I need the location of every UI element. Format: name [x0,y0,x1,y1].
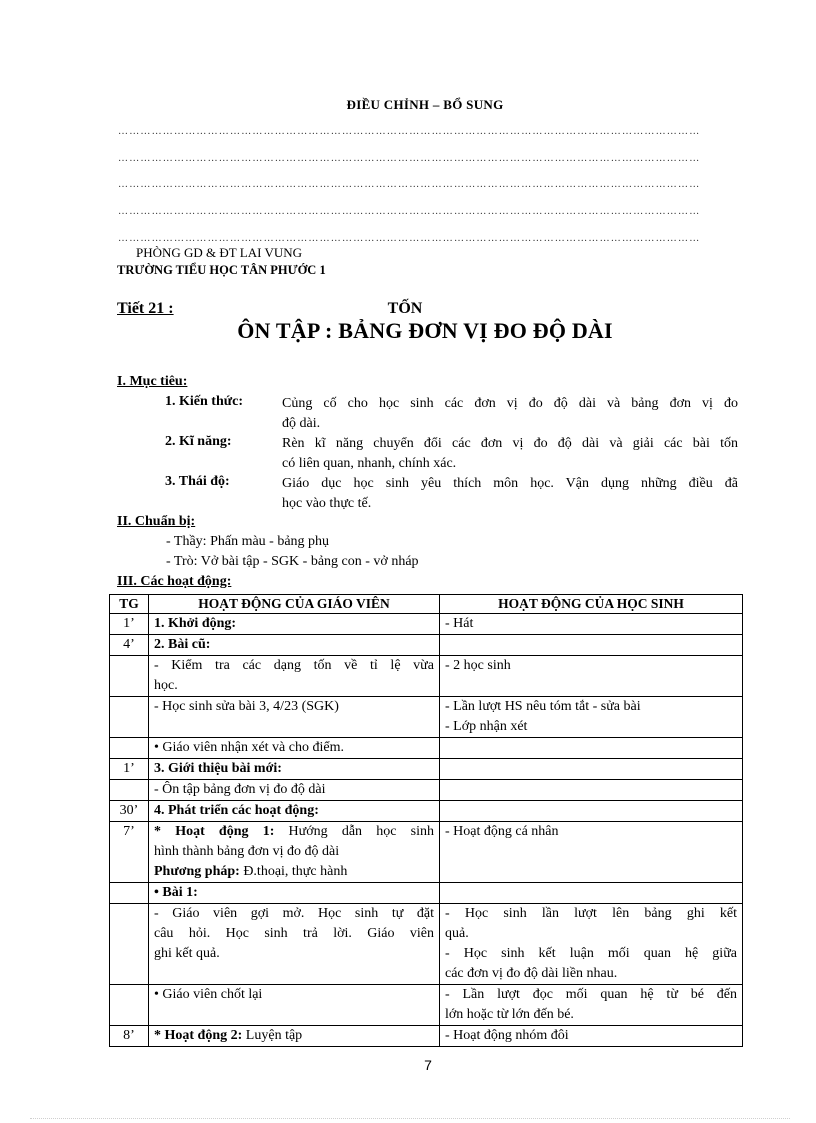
cell-text: Giáo viên nhận xét và cho điểm. [162,740,344,755]
activity-label: * Hoạt động 2: [154,1028,243,1043]
cell-line: - Lần lượt đọc mối quan hệ từ bé đến [445,987,737,1002]
tg-cell [110,904,149,985]
tg-cell: 7’ [110,822,149,883]
tg-cell: 1’ [110,759,149,780]
cell-line: - Học sinh lần lượt lên bảng ghi kết [445,906,737,921]
table-row [110,801,743,822]
table-row [110,985,743,1026]
teacher-cell: 2. Bài cũ: [149,635,440,656]
student-cell [440,904,743,985]
cell-line: ghi kết quả. [154,946,220,961]
objective-text [282,474,738,514]
column-header-student: HOẠT ĐỘNG CỦA HỌC SINH [440,595,743,614]
method-label: Phương pháp: [154,864,240,879]
objective-label: 2. Kĩ năng: [165,434,232,449]
student-cell [440,883,743,904]
cell-text: Giáo viên chốt lại [162,987,263,1002]
cell-line: - Giáo viên gợi mở. Học sinh tự đặt [154,906,434,921]
teacher-cell [149,883,440,904]
student-cell [440,759,743,780]
activities-table [109,594,743,1047]
bullet-icon: • [154,740,159,755]
objective-line: học vào thực tế. [282,496,372,511]
cell-line: hình thành bảng đơn vị đo độ dài [154,844,340,859]
tg-cell [110,985,149,1026]
page-bottom-divider [30,1118,790,1119]
preparation-item: - Thầy: Phấn màu - bảng phụ [166,534,330,549]
cell-line: học. [154,678,178,693]
teacher-cell [149,656,440,697]
cell-line: câu hỏi. Học sinh trả lời. Giáo viên [154,926,434,941]
cell-text: Hướng dẫn học sinh [274,824,434,839]
student-cell [440,780,743,801]
table-row [110,656,743,697]
dotted-line: ………………………………………………………………………………………………………………………………………… [118,153,701,164]
teacher-cell: 1. Khởi động: [149,614,440,635]
cell-line: - Học sinh kết luận mối quan hệ giữa [445,946,737,961]
teacher-cell: - Học sinh sửa bài 3, 4/23 (SGK) [149,697,440,738]
student-cell [440,801,743,822]
table-header-row [110,595,743,614]
dotted-line: ………………………………………………………………………………………………………………………………………… [118,233,701,244]
tg-cell [110,656,149,697]
cell-line: quả. [445,926,469,941]
cell-line: - Lần lượt HS nêu tóm tắt - sửa bài [445,699,641,714]
table-row [110,780,743,801]
page-number: 7 [424,1057,432,1073]
objectives-heading: I. Mục tiêu: [117,374,188,389]
teacher-cell [149,985,440,1026]
cell-text: Đ.thoại, thực hành [239,864,348,879]
tg-cell: 1’ [110,614,149,635]
tg-cell [110,697,149,738]
student-cell: - Hát [440,614,743,635]
dotted-line: ………………………………………………………………………………………………………………………………………… [118,206,701,217]
student-cell: - 2 học sinh [440,656,743,697]
cell-line: lớn hoặc từ lớn đến bé. [445,1007,574,1022]
cell-line [154,862,434,882]
student-cell [440,697,743,738]
bullet-icon: • [154,987,159,1002]
objective-text [282,434,738,474]
adjustment-title: ĐIỀU CHỈNH – BỔ SUNG [346,97,504,112]
objective-line: có liên quan, nhanh, chính xác. [282,456,457,471]
column-header-tg: TG [110,595,149,614]
objective-line: Củng cố cho học sinh các đơn vị đo độ dài và bảng đơn vị đo [282,396,738,411]
tg-cell: 4’ [110,635,149,656]
teacher-cell [149,1026,440,1047]
table-row [110,822,743,883]
table-row [110,1026,743,1047]
teacher-cell: 3. Giới thiệu bài mới: [149,759,440,780]
tg-cell: 8’ [110,1026,149,1047]
school-name: TRƯỜNG TIỂU HỌC TÂN PHƯỚC 1 [117,263,326,277]
lesson-title: ÔN TẬP : BẢNG ĐƠN VỊ ĐO ĐỘ DÀI [237,318,613,343]
cell-text: Luyện tập [242,1028,303,1043]
table-row [110,738,743,759]
cell-line [154,822,434,842]
tg-cell [110,738,149,759]
department-name: PHÒNG GD & ĐT LAI VUNG [136,245,302,260]
table-row [110,635,743,656]
objective-label: 1. Kiến thức: [165,394,244,409]
tg-cell [110,883,149,904]
student-cell: - Hoạt động cá nhân [440,822,743,883]
dotted-line: ………………………………………………………………………………………………………………………………………… [118,179,701,190]
bullet-icon: • [154,885,159,900]
activity-label: * Hoạt động 1: [154,824,275,839]
cell-line: - Lớp nhận xét [445,719,528,734]
objective-line: Giáo dục học sinh yêu thích môn học. Vận dụng những điều đã [282,476,738,491]
preparation-heading: II. Chuẩn bị: [117,514,196,529]
student-cell: - Hoạt động nhóm đôi [440,1026,743,1047]
preparation-item: - Trò: Vở bài tập - SGK - bảng con - vở nháp [166,554,419,569]
student-cell [440,985,743,1026]
table-row [110,614,743,635]
tg-cell: 30’ [110,801,149,822]
cell-line: các đơn vị đo độ dài liền nhau. [445,966,618,981]
table-row [110,759,743,780]
objective-text [282,394,738,434]
dotted-line: ………………………………………………………………………………………………………………………………………… [118,126,701,137]
teacher-cell: 4. Phát triển các hoạt động: [149,801,440,822]
cell-line: - Kiểm tra các dạng tốn về tỉ lệ vừa [154,658,434,673]
table-row [110,904,743,985]
objective-label: 3. Thái độ: [165,474,230,489]
teacher-cell: - Ôn tập bảng đơn vị đo độ dài [149,780,440,801]
column-header-teacher: HOẠT ĐỘNG CỦA GIÁO VIÊN [149,595,440,614]
objective-line: Rèn kĩ năng chuyển đổi các đơn vị đo độ dài và giải các bài tốn [282,436,738,451]
table-row [110,697,743,738]
tg-cell [110,780,149,801]
period-label: Tiết 21 : [117,300,174,317]
table-row [110,883,743,904]
teacher-cell [149,822,440,883]
subject-name: TỐN [387,300,423,317]
student-cell [440,738,743,759]
activities-heading: III. Các hoạt động: [117,574,232,589]
cell-text: Bài 1: [162,885,198,900]
objective-line: độ dài. [282,416,321,431]
teacher-cell [149,738,440,759]
teacher-cell [149,904,440,985]
student-cell [440,635,743,656]
